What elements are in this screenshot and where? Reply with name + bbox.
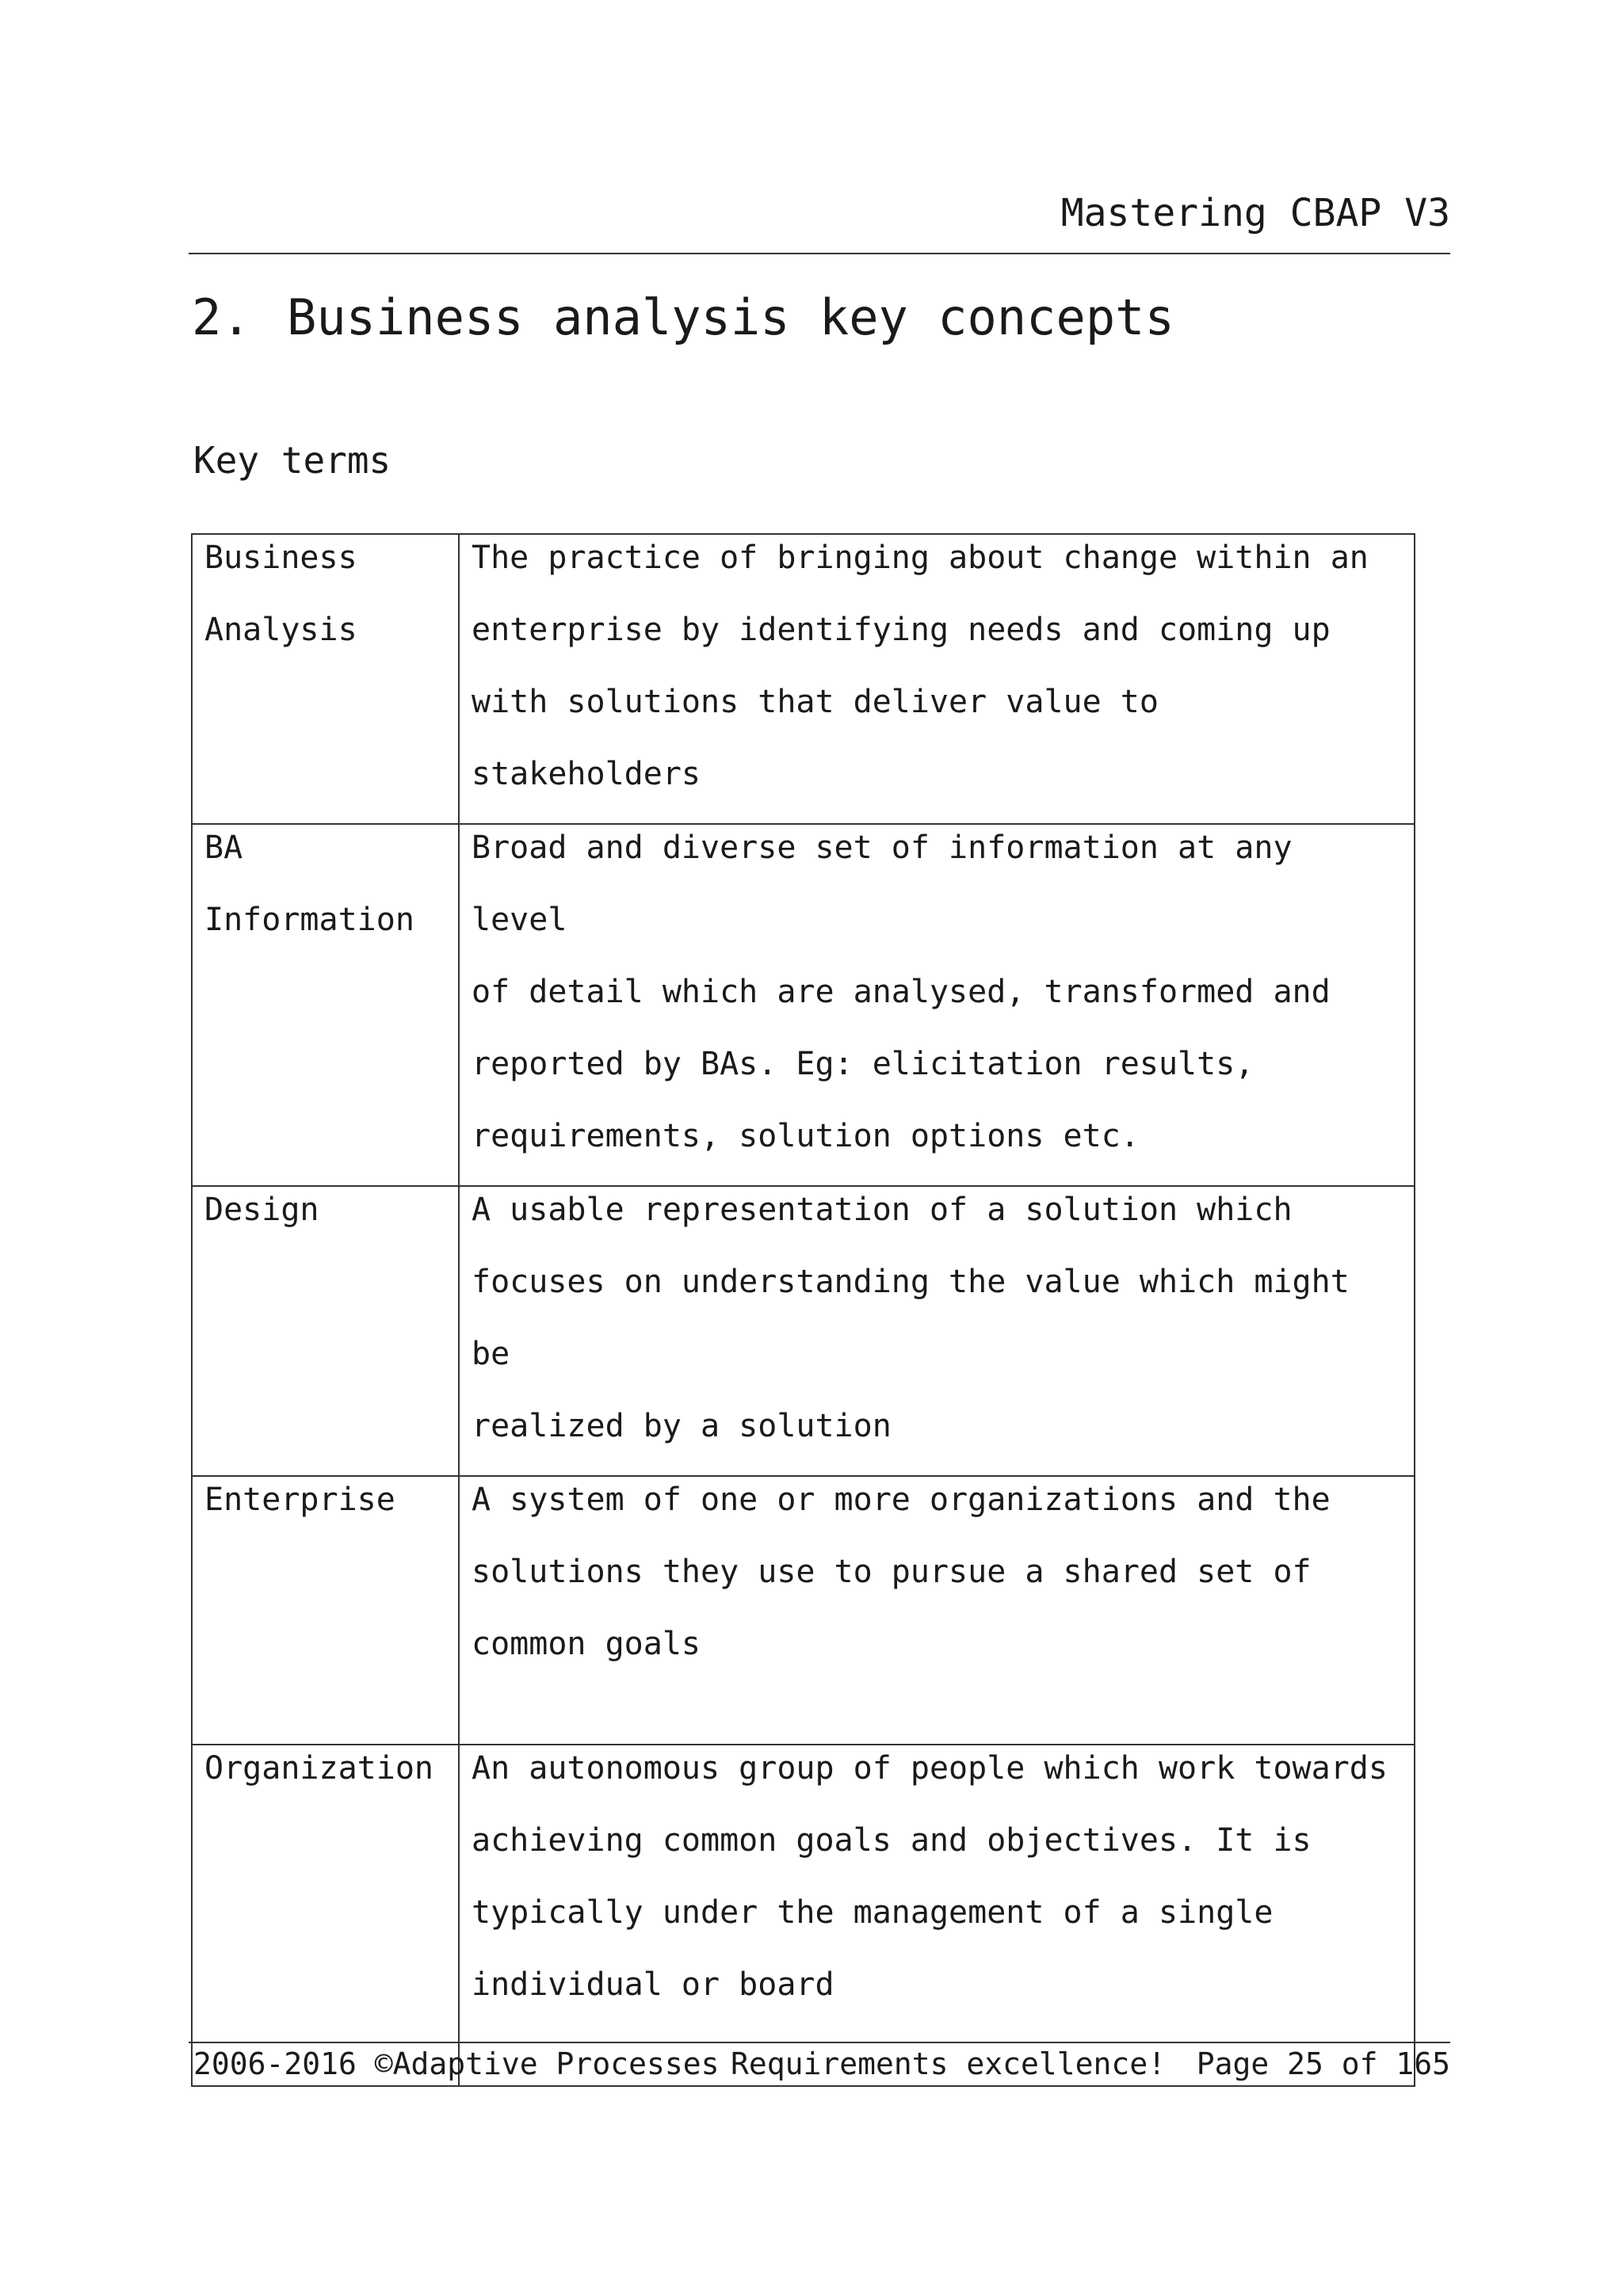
- footer-tagline: Requirements excellence!: [731, 2046, 1167, 2081]
- footer-rule: [189, 2042, 1450, 2043]
- definition-cell: [459, 1476, 1415, 1745]
- chapter-number: 2.: [192, 288, 251, 346]
- definition-cell: [459, 824, 1415, 1186]
- definition-text: Broad and diverse set of information at any level of detail which are analysed, transformed and reported by BAs. Eg: elicitation results, requirements, solution options etc.: [472, 830, 1331, 1154]
- key-terms-table: [191, 533, 1415, 2087]
- header-rule: [189, 253, 1450, 254]
- table-row: [192, 1745, 1415, 2086]
- table-row: [192, 1476, 1415, 1745]
- definition-cell: [459, 534, 1415, 824]
- term-text: Design: [204, 1192, 319, 1228]
- chapter-title: Business analysis key concepts: [287, 288, 1174, 346]
- term-cell: [192, 824, 459, 1186]
- table-row: [192, 824, 1415, 1186]
- running-header: Mastering CBAP V3: [1060, 191, 1450, 235]
- term-cell: [192, 534, 459, 824]
- table-row: [192, 1186, 1415, 1476]
- term-text: BA Information: [204, 830, 414, 938]
- definition-cell: [459, 1186, 1415, 1476]
- term-text: Enterprise: [204, 1482, 395, 1518]
- definition-text: A system of one or more organizations and the solutions they use to pursue a shared set of common goals: [472, 1482, 1331, 1662]
- section-heading: Key terms: [193, 439, 391, 482]
- term-text: Business Analysis: [204, 540, 357, 648]
- footer-page-number: Page 25 of 165: [1196, 2046, 1450, 2081]
- term-text: Organization: [204, 1750, 433, 1787]
- chapter-heading: [192, 288, 1174, 346]
- definition-cell: [459, 1745, 1415, 2086]
- term-cell: [192, 1745, 459, 2086]
- term-cell: [192, 1186, 459, 1476]
- term-cell: [192, 1476, 459, 1745]
- definition-text: The practice of bringing about change within an enterprise by identifying needs and coming up with solutions that deliver value to stakeholders: [472, 540, 1369, 792]
- footer-copyright: 2006-2016 ©Adaptive Processes: [193, 2046, 720, 2081]
- definition-text: An autonomous group of people which work towards achieving common goals and objectives. It is typically under the management of a single individual or board: [472, 1750, 1388, 2003]
- definition-text: A usable representation of a solution which focuses on understanding the value which might be realized by a solution: [472, 1192, 1350, 1444]
- table-row: [192, 534, 1415, 824]
